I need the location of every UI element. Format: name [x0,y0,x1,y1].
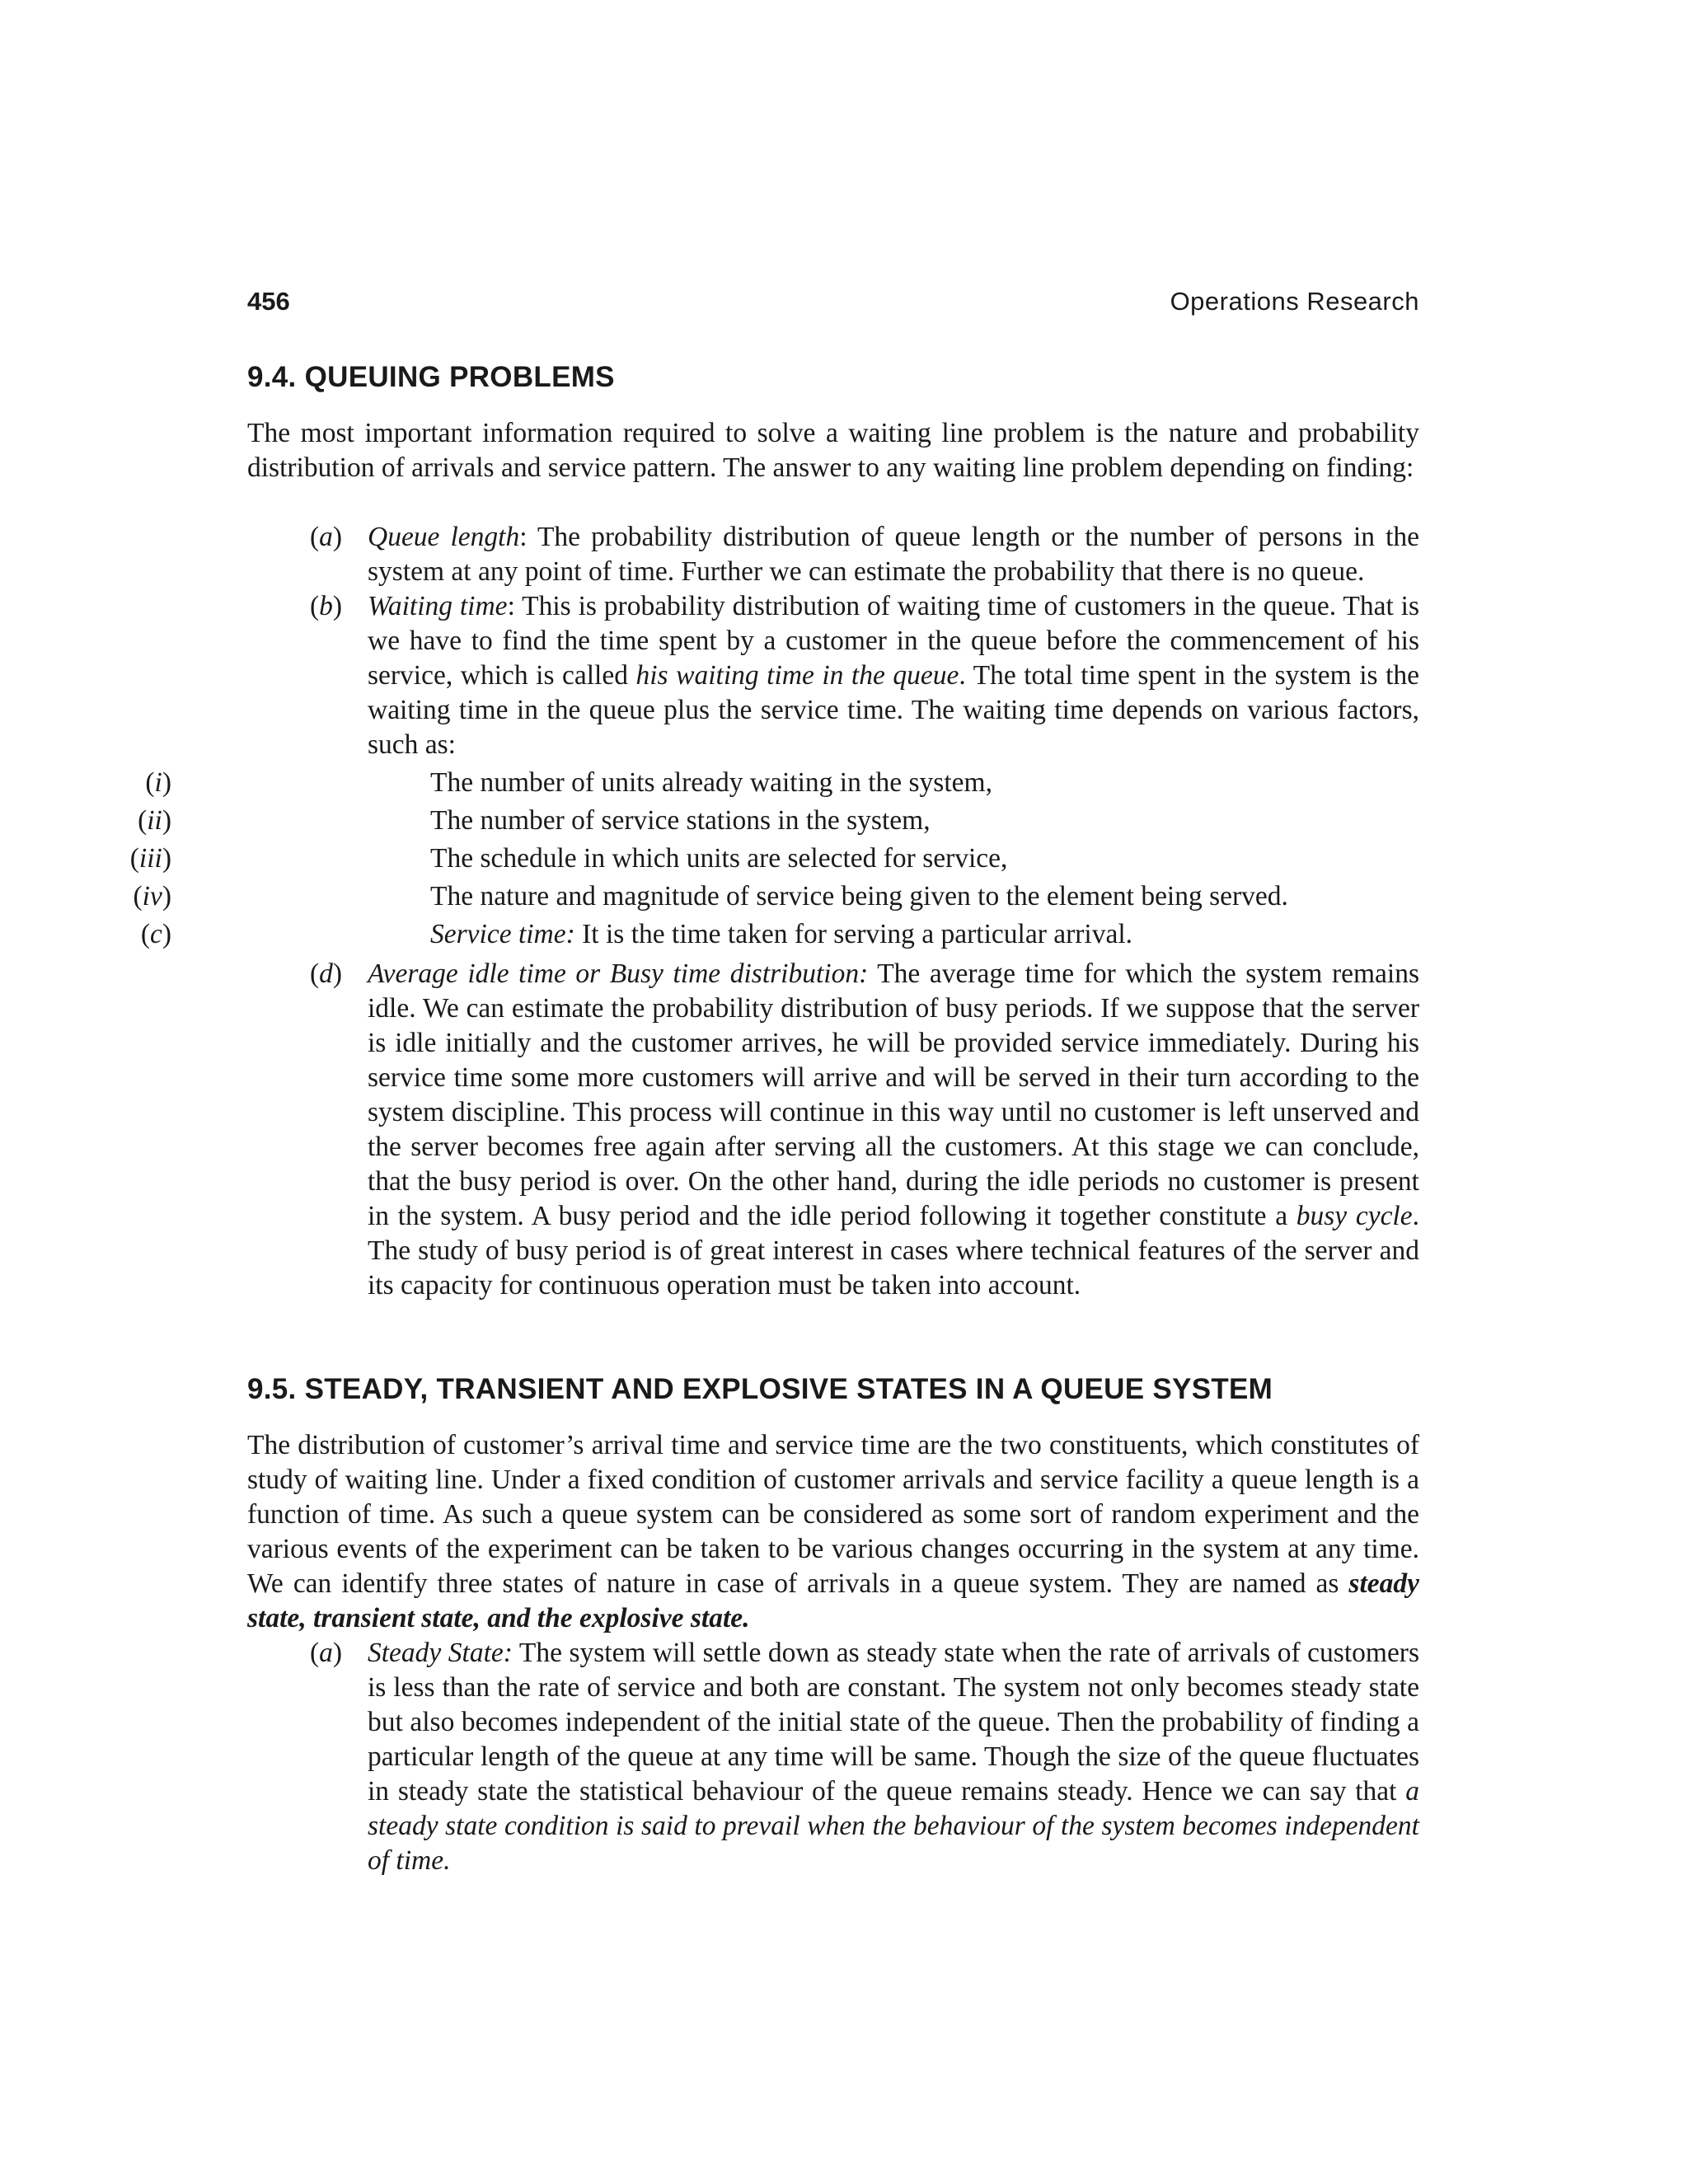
queue-length-text: : The probability distribution of queue length or the number of persons in the system at any point of time. Further we can estimate the probability that there is no queue. [368,522,1419,587]
factor-text: The nature and magnitude of service being given to the element being served. [430,881,1288,912]
book-title: Operations Research [1170,287,1419,316]
factor-item [0,841,1419,879]
queue-states-list [0,1636,1688,1878]
busy-cycle-phrase: busy cycle [1296,1201,1413,1231]
section-9-4-intro: The most important information required to solve a waiting line problem is the nature and probability distribution of arrivals and service pattern. The answer to any waiting line problem depending on finding: [247,418,1419,483]
term-waiting-time: Waiting time [368,591,508,621]
steady-state-text: The system will settle down as steady state when the rate of arrivals of customers is less than the rate of service and both are constant. The system not only becomes steady state but also becomes independent of the initial state of the queue. Then the probability of finding a particular length of the queue at any time will be same. Though the size of the queue fluctuates in steady state the statistical behaviour of the queue remains steady. Hence we can say that [368,1638,1420,1807]
item-label-c: (c) [140,919,171,949]
factor-text: The number of service stations in the system, [430,805,931,836]
section-heading-9-4: 9.4. QUEUING PROBLEMS [247,361,615,393]
term-steady-state: Steady State: [368,1638,513,1668]
running-header [247,287,1419,323]
three-states-phrase: steady state, transient state, and the explosive state. [247,1568,1419,1633]
factor-text: The number of units already waiting in the system, [430,767,992,798]
factor-item [0,804,1419,841]
section-9-5-intro [247,1428,1419,1636]
waiting-time-text-2: . The total time spent in the system is the waiting time in the queue plus the service time. The waiting time depends on various factors, such as: [368,660,1419,760]
term-service-time: Service time: [430,919,575,949]
waiting-factors-list [129,766,1419,955]
page-number: 456 [247,287,290,316]
item-label-a: (a) [310,522,343,552]
item-label-b: (b) [310,591,343,621]
section-heading-9-5: 9.5. STEADY, TRANSIENT AND EXPLOSIVE STATES IN A QUEUE SYSTEM [247,1373,1273,1405]
factor-item [0,766,1419,804]
service-time-item [0,917,1419,955]
service-time-text: It is the time taken for serving a particular arrival. [574,919,1133,949]
factor-item [0,879,1419,917]
list-item-steady-state [0,1636,1419,1878]
factor-label: (iii) [129,843,171,874]
steady-state-definition: a steady state condition is said to prevail when the behaviour of the system becomes independent of time. [368,1776,1419,1876]
factor-text: The schedule in which units are selected for service, [430,843,1008,874]
section-9-5-intro-text: The distribution of customer’s arrival time and service time are the two constituents, which constitutes of study of waiting line. Under a fixed condition of customer arrivals and service facility a queue length is a function of time. As such a queue system can be considered as some sort of random experiment and the various events of the experiment can be taken to be various changes occurring in the system at any time. We can identify three states of nature in case of arrivals in a queue system. They are named as [247,1430,1419,1599]
idle-time-text-1: The average time for which the system remains idle. We can estimate the probability distribution of busy periods. If we suppose that the server is idle initially and the customer arrives, he will be provided service immediately. During his service time some more customers will arrive and will be served in their turn according to the system discipline. This process will continue in this way until no customer is left unserved and the server becomes free again after serving all the customers. At this stage we can conclude, that the busy period is over. On the other hand, during the idle periods no customer is present in the system. A busy period and the idle period following it together constitute a [368,958,1419,1231]
list-item-queue-length [0,520,1419,589]
list-item-waiting-time [0,589,1419,955]
list-item-idle-time [0,957,1419,1303]
term-queue-length: Queue length [368,522,520,552]
factor-label: (iv) [133,881,171,912]
term-idle-time: Average idle time or Busy time distribution: [368,958,869,989]
waiting-time-italic-phrase: his waiting time in the queue [635,660,959,691]
waiting-time-text-1: : This is probability distribution of waiting time of customers in the queue. That is we have to find the time spent by a customer in the queue before the commencement of his service, which is called [368,591,1419,691]
queuing-problems-list [0,520,1688,1303]
item-label-d: (d) [310,958,343,989]
item-label-a: (a) [310,1638,343,1668]
factor-label: (ii) [138,805,171,836]
idle-time-text-2: . The study of busy period is of great interest in cases where technical features of the server and its capacity for continuous operation must be taken into account. [368,1201,1419,1301]
factor-label: (i) [145,767,171,798]
